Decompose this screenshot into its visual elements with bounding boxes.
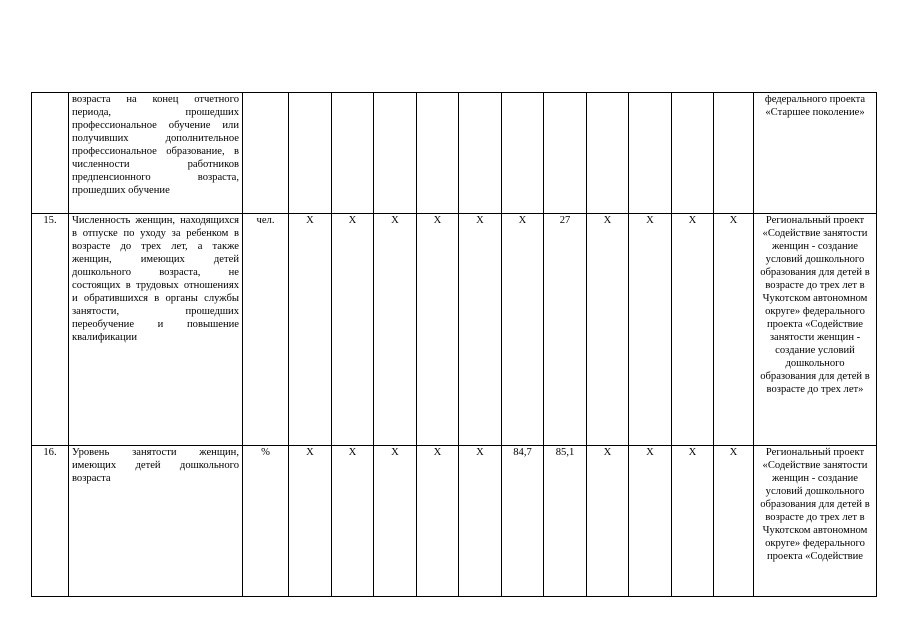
value-cell: Х: [332, 446, 374, 597]
source-project-cell: федерального проекта «Старшее поколение»: [754, 93, 877, 214]
table-row: [32, 93, 877, 214]
value-cell: Х: [374, 214, 417, 446]
value-cell: 85,1: [544, 446, 587, 597]
value-cell: Х: [672, 446, 714, 597]
row-number: 16.: [32, 446, 69, 597]
unit-cell: чел.: [243, 214, 289, 446]
value-cell: Х: [714, 446, 754, 597]
value-cell: [459, 93, 502, 214]
value-cell: 27: [544, 214, 587, 446]
value-cell: 84,7: [502, 446, 544, 597]
value-cell: [289, 93, 332, 214]
value-cell: Х: [417, 214, 459, 446]
value-cell: Х: [672, 214, 714, 446]
indicator-description: Уровень занятости женщин, имеющих детей дошкольного возраста: [69, 446, 243, 597]
value-cell: [502, 93, 544, 214]
indicators-table: [31, 92, 877, 597]
table-row: [32, 446, 877, 597]
value-cell: [714, 93, 754, 214]
indicator-description: возраста на конец отчетного периода, прошедших профессиональное обучение или получивших дополнительное профессиональное образование, в численности работников предпенсионного возраста, прошедших обучение: [69, 93, 243, 214]
unit-cell: %: [243, 446, 289, 597]
value-cell: [672, 93, 714, 214]
unit-cell: [243, 93, 289, 214]
value-cell: Х: [629, 214, 672, 446]
value-cell: Х: [459, 446, 502, 597]
value-cell: Х: [714, 214, 754, 446]
value-cell: Х: [459, 214, 502, 446]
row-number: [32, 93, 69, 214]
value-cell: [544, 93, 587, 214]
value-cell: Х: [587, 446, 629, 597]
value-cell: [587, 93, 629, 214]
table-row: [32, 214, 877, 446]
value-cell: Х: [332, 214, 374, 446]
value-cell: Х: [417, 446, 459, 597]
indicator-description: Численность женщин, находящихся в отпуске по уходу за ребенком в возрасте до трех лет, а также женщин, имеющих детей дошкольного возраста, не состоящих в трудовых отношениях и обратившихся в органы службы занятости, прошедших переобучение и повышение квалификации: [69, 214, 243, 446]
value-cell: Х: [587, 214, 629, 446]
value-cell: [629, 93, 672, 214]
value-cell: [417, 93, 459, 214]
value-cell: Х: [289, 446, 332, 597]
row-number: 15.: [32, 214, 69, 446]
value-cell: [332, 93, 374, 214]
value-cell: Х: [502, 214, 544, 446]
source-project-cell: Региональный проект «Содействие занятости женщин - создание условий дошкольного образования для детей в возрасте до трех лет в Чукотском автономном округе» федерального проекта «Содействие: [754, 446, 877, 597]
source-project-cell: Региональный проект «Содействие занятости женщин - создание условий дошкольного образования для детей в возрасте до трех лет в Чукотском автономном округе» федерального проекта «Содействие занятости женщин - создание условий дошкольного образования для детей в возрасте до трех лет»: [754, 214, 877, 446]
value-cell: [374, 93, 417, 214]
value-cell: Х: [374, 446, 417, 597]
value-cell: Х: [629, 446, 672, 597]
value-cell: Х: [289, 214, 332, 446]
